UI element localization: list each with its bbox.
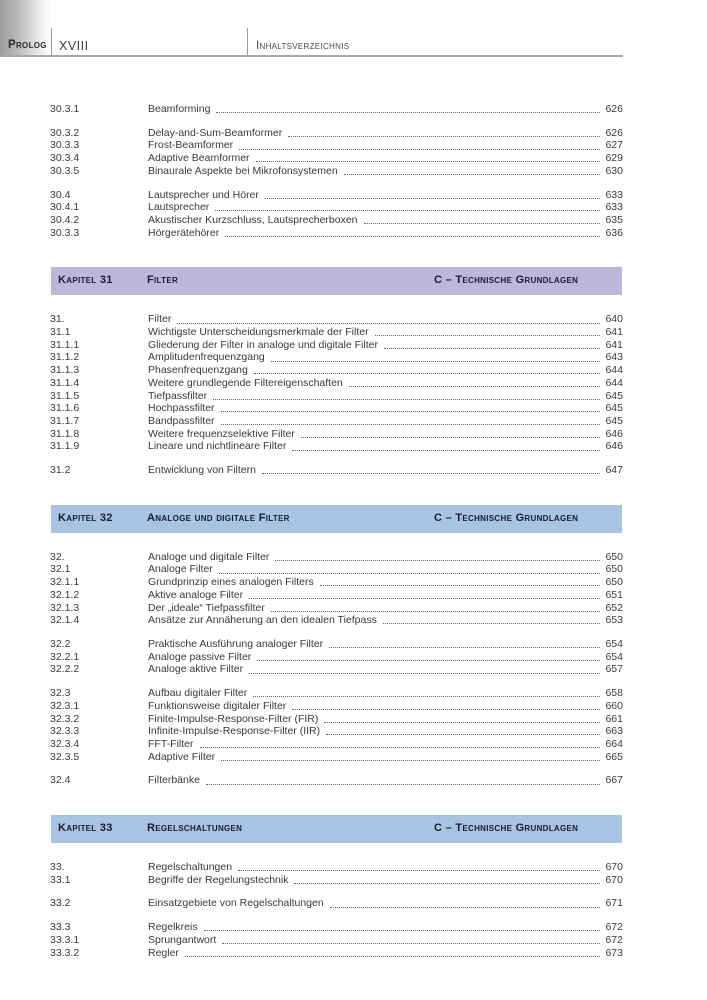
toc-entry-number: 31.1.3 [50, 364, 80, 377]
toc-entry-number: 32.3.4 [50, 737, 80, 750]
toc-entry-page: 644 [605, 364, 623, 377]
toc-entry-number: 30.4.2 [50, 213, 80, 226]
toc-entry-page: 636 [605, 226, 623, 239]
dot-leader [219, 563, 600, 576]
toc-entry-title: Praktische Ausführung analoger Filter [148, 637, 324, 650]
dot-leader [256, 152, 600, 165]
toc-entry-title: Filterbänke [148, 774, 200, 787]
toc-group [50, 313, 623, 453]
toc-entry-title: Frost-Beamformer [148, 139, 234, 152]
chapter-title: Regelschaltungen [147, 822, 243, 835]
toc-entry-number: 30.3.3 [50, 226, 80, 239]
toc-row [50, 326, 623, 339]
toc-entry-number: 31. [50, 313, 65, 326]
dot-leader [200, 738, 601, 751]
dot-leader [225, 227, 600, 240]
toc-entry-title: Infinite-Impulse-Response-Filter (IIR) [148, 725, 321, 738]
toc-entry-page: 627 [605, 139, 623, 152]
toc-entry-number: 33.3.1 [50, 933, 80, 946]
toc-entry-number: 33.2 [50, 897, 71, 910]
toc-entry-number: 30.4.1 [50, 201, 80, 214]
toc-row [50, 214, 623, 227]
toc-entry-page: 650 [605, 550, 623, 563]
toc-entry-page: 672 [605, 921, 623, 934]
toc-entry-number: 31.1.1 [50, 338, 80, 351]
toc-row [50, 589, 623, 602]
toc-entry-number: 32. [50, 550, 65, 563]
toc-entry-page: 647 [605, 464, 623, 477]
toc-entry-title: Begriffe der Regelungstechnik [148, 873, 289, 886]
toc-section [50, 861, 623, 959]
chapter-label: Kapitel 33 [58, 822, 113, 835]
toc-entry-number: 32.3.5 [50, 750, 80, 763]
toc-entry-title: Weitere frequenzselektive Filter [148, 427, 295, 440]
dot-leader [221, 402, 600, 415]
toc-entry-page: 654 [605, 650, 623, 663]
toc-entry-number: 30.3.4 [50, 152, 80, 165]
toc-entry-page: 673 [605, 946, 623, 959]
header-divider-left [51, 28, 52, 55]
dot-leader [213, 390, 600, 403]
prolog-label: Prolog [8, 39, 47, 51]
toc-entry-page: 645 [605, 414, 623, 427]
toc-row [50, 614, 623, 627]
toc-section [50, 103, 623, 239]
toc-entry-page: 671 [605, 897, 623, 910]
toc-group [50, 103, 623, 116]
toc-entry-number: 32.4 [50, 774, 71, 787]
toc-entry-number: 31.1.7 [50, 414, 80, 427]
toc-row [50, 313, 623, 326]
dot-leader [326, 725, 600, 738]
toc-entry-page: 660 [605, 699, 623, 712]
toc-group [50, 774, 623, 787]
dot-leader [215, 201, 600, 214]
dot-leader [265, 189, 600, 202]
toc-group [50, 464, 623, 477]
dot-leader [262, 464, 600, 477]
toc-entry-number: 32.3.2 [50, 712, 80, 725]
prolog-corner-block [0, 0, 51, 55]
toc-entry-title: Hochpassfilter [148, 402, 215, 415]
toc-row [50, 663, 623, 676]
toc-content [50, 103, 623, 959]
toc-row [50, 874, 623, 887]
chapter-label: Kapitel 32 [58, 511, 113, 524]
toc-entry-page: 629 [605, 152, 623, 165]
toc-row [50, 751, 623, 764]
toc-entry-number: 33. [50, 861, 65, 874]
toc-entry-title: Lineare und nichtlineare Filter [148, 440, 287, 453]
toc-row [50, 464, 623, 477]
toc-entry-title: Tiefpassfilter [148, 389, 208, 402]
toc-entry-title: Delay-and-Sum-Beamformer [148, 126, 283, 139]
toc-row [50, 103, 623, 116]
dot-leader [249, 663, 600, 676]
toc-entry-page: 661 [605, 712, 623, 725]
toc-entry-number: 33.1 [50, 873, 71, 886]
toc-row [50, 440, 623, 453]
toc-entry-number: 31.2 [50, 464, 71, 477]
toc-entry-title: Regelkreis [148, 921, 198, 934]
toc-entry-page: 663 [605, 725, 623, 738]
toc-entry-page: 640 [605, 313, 623, 326]
dot-leader [294, 874, 600, 887]
toc-entry-page: 670 [605, 861, 623, 874]
toc-section [50, 313, 623, 476]
toc-entry-number: 32.1 [50, 563, 71, 576]
toc-entry-title: FFT-Filter [148, 737, 194, 750]
dot-leader [364, 214, 600, 227]
toc-entry-title: Wichtigste Unterscheidungsmerkmale der Filter [148, 326, 369, 339]
toc-row [50, 377, 623, 390]
dot-leader [320, 576, 600, 589]
dot-leader [375, 326, 600, 339]
toc-group [50, 687, 623, 763]
toc-entry-title: Adaptive Filter [148, 750, 216, 763]
toc-entry-title: Ansätze zur Annäherung an den idealen Tiefpass [148, 614, 377, 627]
dot-leader [288, 127, 600, 140]
toc-entry-page: 626 [605, 103, 623, 115]
toc-entry-page: 641 [605, 326, 623, 339]
toc-entry-number: 32.2 [50, 637, 71, 650]
toc-entry-title: Filter [148, 313, 172, 326]
dot-leader [254, 364, 600, 377]
toc-entry-title: Hörgerätehörer [148, 226, 220, 239]
toc-entry-page: 630 [605, 164, 623, 177]
chapter-title: Filter [147, 274, 179, 287]
dot-leader [271, 602, 600, 615]
toc-row [50, 774, 623, 787]
toc-entry-page: 650 [605, 576, 623, 589]
dot-leader [292, 700, 600, 713]
toc-entry-title: Beamforming [148, 103, 211, 115]
toc-entry-number: 30.3.2 [50, 126, 80, 139]
toc-entry-page: 653 [605, 614, 623, 627]
page-roman-numeral: XVIII [59, 39, 89, 53]
toc-entry-page: 633 [605, 201, 623, 214]
chapter-bar [51, 267, 622, 295]
dot-leader [275, 551, 600, 564]
toc-entry-page: 644 [605, 376, 623, 389]
toc-row [50, 165, 623, 178]
toc-row [50, 638, 623, 651]
toc-entry-page: 657 [605, 663, 623, 676]
toc-row [50, 201, 623, 214]
toc-entry-page: 646 [605, 440, 623, 453]
toc-entry-title: Binaurale Aspekte bei Mikrofonsystemen [148, 164, 338, 177]
dot-leader [206, 774, 600, 787]
toc-entry-page: 670 [605, 873, 623, 886]
toc-group [50, 861, 623, 886]
toc-entry-page: 633 [605, 188, 623, 201]
toc-row [50, 390, 623, 403]
toc-section [50, 551, 623, 787]
dot-leader [239, 139, 600, 152]
toc-entry-number: 30.3.3 [50, 139, 80, 152]
toc-entry-page: 650 [605, 563, 623, 576]
toc-row [50, 551, 623, 564]
toc-entry-number: 32.2.1 [50, 650, 80, 663]
dot-leader [204, 921, 600, 934]
dot-leader [329, 638, 600, 651]
toc-entry-title: Sprungantwort [148, 933, 217, 946]
toc-entry-number: 31.1 [50, 326, 71, 339]
dot-leader [185, 947, 600, 960]
toc-entry-number: 31.1.5 [50, 389, 80, 402]
toc-row [50, 139, 623, 152]
toc-entry-title: Grundprinzip eines analogen Filters [148, 576, 314, 589]
toc-entry-title: Gliederung der Filter in analoge und digitale Filter [148, 338, 378, 351]
toc-entry-number: 31.1.9 [50, 440, 80, 453]
toc-row [50, 651, 623, 664]
toc-entry-page: 652 [605, 601, 623, 614]
dot-leader [257, 651, 600, 664]
toc-row [50, 897, 623, 910]
toc-row [50, 687, 623, 700]
dot-leader [292, 440, 600, 453]
dot-leader [384, 339, 600, 352]
chapter-bar [51, 815, 622, 843]
toc-entry-page: 665 [605, 750, 623, 763]
page-title: Inhaltsverzeichnis [256, 40, 350, 52]
toc-entry-title: Analoge aktive Filter [148, 663, 244, 676]
toc-entry-number: 32.3.1 [50, 699, 80, 712]
toc-entry-page: 672 [605, 933, 623, 946]
toc-group [50, 921, 623, 959]
dot-leader [249, 589, 600, 602]
dot-leader [301, 428, 600, 441]
dot-leader [383, 614, 600, 627]
toc-entry-number: 31.1.2 [50, 351, 80, 364]
toc-entry-number: 33.3 [50, 921, 71, 934]
toc-entry-page: 646 [605, 427, 623, 440]
toc-entry-number: 30.3.5 [50, 164, 80, 177]
toc-row [50, 402, 623, 415]
chapter-bar [51, 505, 622, 533]
toc-entry-number: 31.1.8 [50, 427, 80, 440]
dot-leader [238, 861, 600, 874]
toc-entry-title: Lautsprecher und Hörer [148, 188, 259, 201]
toc-entry-number: 32.1.3 [50, 601, 80, 614]
dot-leader [344, 165, 600, 178]
toc-entry-page: 667 [605, 774, 623, 787]
toc-entry-title: Aktive analoge Filter [148, 588, 244, 601]
toc-row [50, 364, 623, 377]
toc-entry-title: Aufbau digitaler Filter [148, 687, 248, 700]
toc-row [50, 738, 623, 751]
toc-row [50, 152, 623, 165]
toc-row [50, 725, 623, 738]
toc-entry-title: Analoge und digitale Filter [148, 550, 270, 563]
toc-row [50, 713, 623, 726]
toc-entry-title: Analoge passive Filter [148, 650, 252, 663]
toc-row [50, 227, 623, 240]
toc-entry-title: Funktionsweise digitaler Filter [148, 699, 287, 712]
toc-entry-page: 641 [605, 338, 623, 351]
toc-row [50, 602, 623, 615]
toc-entry-number: 32.1.4 [50, 614, 80, 627]
toc-entry-title: Adaptive Beamformer [148, 152, 250, 165]
toc-entry-page: 658 [605, 687, 623, 700]
toc-row [50, 947, 623, 960]
dot-leader [253, 687, 600, 700]
toc-entry-title: Der „ideale“ Tiefpassfilter [148, 601, 265, 614]
toc-entry-title: Bandpassfilter [148, 414, 215, 427]
toc-entry-page: 645 [605, 402, 623, 415]
toc-entry-page: 651 [605, 588, 623, 601]
dot-leader [216, 103, 600, 116]
toc-entry-title: Regler [148, 946, 179, 959]
toc-row [50, 861, 623, 874]
chapter-part-label: C – Technische Grundlagen [434, 274, 579, 287]
toc-row [50, 127, 623, 140]
toc-row [50, 563, 623, 576]
toc-group [50, 189, 623, 240]
toc-entry-title: Analoge Filter [148, 563, 213, 576]
toc-row [50, 339, 623, 352]
dot-leader [221, 751, 600, 764]
toc-entry-number: 30.4 [50, 188, 71, 201]
toc-entry-title: Einsatzgebiete von Regelschaltungen [148, 897, 324, 910]
dot-leader [222, 934, 600, 947]
toc-entry-number: 31.1.6 [50, 402, 80, 415]
toc-row [50, 428, 623, 441]
toc-row [50, 934, 623, 947]
toc-entry-title: Entwicklung von Filtern [148, 464, 256, 477]
toc-entry-number: 33.3.2 [50, 946, 80, 959]
toc-entry-title: Finite-Impulse-Response-Filter (FIR) [148, 712, 319, 725]
toc-row [50, 576, 623, 589]
toc-entry-title: Regelschaltungen [148, 861, 233, 874]
toc-entry-page: 643 [605, 351, 623, 364]
toc-entry-title: Akustischer Kurzschluss, Lautsprecherboxen [148, 213, 358, 226]
toc-group [50, 897, 623, 910]
dot-leader [271, 351, 600, 364]
dot-leader [324, 713, 600, 726]
toc-entry-number: 32.1.2 [50, 588, 80, 601]
toc-row [50, 189, 623, 202]
header-rule [0, 55, 623, 57]
chapter-part-label: C – Technische Grundlagen [434, 822, 579, 835]
chapter-title: Analoge und digitale Filter [147, 511, 290, 524]
toc-entry-page: 635 [605, 213, 623, 226]
toc-entry-title: Weitere grundlegende Filtereigenschaften [148, 376, 343, 389]
toc-row [50, 700, 623, 713]
dot-leader [349, 377, 600, 390]
toc-entry-number: 32.2.2 [50, 663, 80, 676]
toc-entry-number: 31.1.4 [50, 376, 80, 389]
toc-group [50, 127, 623, 178]
toc-entry-title: Lautsprecher [148, 201, 210, 214]
toc-entry-number: 32.3.3 [50, 725, 80, 738]
toc-group [50, 551, 623, 627]
header-divider-right [247, 28, 248, 55]
dot-leader [177, 313, 600, 326]
toc-entry-page: 654 [605, 637, 623, 650]
toc-entry-page: 626 [605, 126, 623, 139]
toc-entry-number: 32.3 [50, 687, 71, 700]
toc-entry-title: Amplitudenfrequenzgang [148, 351, 265, 364]
toc-entry-page: 645 [605, 389, 623, 402]
toc-entry-number: 32.1.1 [50, 576, 80, 589]
toc-entry-number: 30.3.1 [50, 103, 80, 115]
chapter-label: Kapitel 31 [58, 274, 113, 287]
dot-leader [330, 897, 600, 910]
chapter-part-label: C – Technische Grundlagen [434, 511, 579, 524]
toc-row [50, 921, 623, 934]
toc-entry-title: Phasenfrequenzgang [148, 364, 248, 377]
toc-group [50, 638, 623, 676]
toc-row [50, 415, 623, 428]
toc-row [50, 351, 623, 364]
toc-entry-page: 664 [605, 737, 623, 750]
dot-leader [221, 415, 600, 428]
